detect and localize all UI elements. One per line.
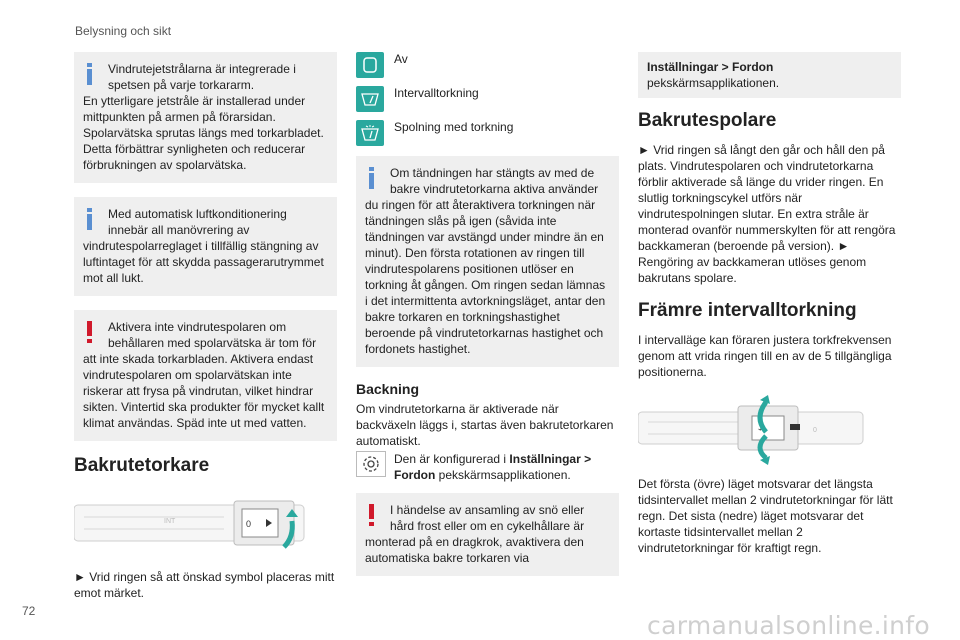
config-note <box>356 451 619 483</box>
page-number: 72 <box>22 604 36 618</box>
info-icon <box>367 167 383 189</box>
rear-wiper-instruction: ► Vrid ringen så att önskad symbol placeras mitt emot märket. <box>74 570 335 600</box>
warning-box-text: monterad på en dragkrok, avaktivera den automatiska bakre torkaren via <box>365 535 584 565</box>
info-box-text: du ringen för att återaktivera torkningen när tändningen slås på igen (såvida inte tändningen var avstängd under mindre än en minut). Den första rotationen av ringen till vindrutespolarens positionen utlöser en torkning åt gången. Om ringen sedan lämnas i det intermittenta avtorkningsläget, antar den bakre torkaren en torkningshastighet beroende på vindrutetorkarnas hastighet och fordonets hastighet. <box>365 198 606 356</box>
heading-reversing: Backning <box>356 381 420 397</box>
rear-wiper-intermittent-icon <box>356 86 384 112</box>
warning-box-snow <box>356 493 619 576</box>
svg-text:0: 0 <box>813 427 817 434</box>
warning-icon <box>85 321 101 343</box>
info-box-text: En ytterligare jetstråle är installerad under mittpunkten på armen på förarsidan. Spolarvätska sprutas längs med torkarbladet. Detta förbättrar synligheten och reducerar förbrukningen av spolarvätska. <box>83 94 324 172</box>
info-box-aircon <box>74 197 337 296</box>
rear-wiper-stalk-illustration <box>74 487 337 559</box>
warning-box-text: att inte skada torkarbladen. Aktivera endast vindrutespolaren om spolarvätskan inte riskerar att frysa på vindrutan, vilket hindrar sikten. Vintertid ska produkter för mycket kallt klimat användas. Späd inte ut med vatten. <box>83 352 325 430</box>
column-right <box>638 52 901 556</box>
reversing-text: Om vindrutetorkarna är aktiverade när backväxeln läggs i, startas även bakrutetorkaren automatiskt. <box>356 402 614 448</box>
info-box-text: vindrutespolarreglaget i tillfällig stängning av luftintaget för att skydda passagerarutrymmet mot all lukt. <box>83 239 324 285</box>
legend-row-off <box>356 52 619 78</box>
svg-text:0: 0 <box>246 519 252 529</box>
heading-rear-wiper: Bakrutetorkare <box>74 455 210 476</box>
watermark: carmanualsonline.info <box>647 611 930 640</box>
info-box-first-line: Med automatisk luftkonditionering innebär all manövrering av <box>108 207 287 237</box>
warning-box-first-line: Aktivera inte vindrutespolaren om behållaren med spolarvätska är tom för <box>108 320 317 350</box>
heading-rear-washer: Bakrutespolare <box>638 110 777 131</box>
info-icon <box>85 208 101 230</box>
legend-label: Av <box>394 52 408 66</box>
warning-box-first-line: I händelse av ansamling av snö eller hård frost eller om en cykelhållare är <box>390 503 585 533</box>
rear-wiper-off-icon <box>356 52 384 78</box>
info-box-ignition <box>356 156 619 367</box>
column-left <box>74 52 337 601</box>
info-icon <box>85 63 101 85</box>
svg-text:⌁: ⌁ <box>758 425 763 434</box>
config-text: Den är konfigurerad i Inställningar > Fordon pekskärmsapplikationen. <box>394 452 592 482</box>
info-box-first-line: Vindrutejetstrålarna är integrerade i spetsen på varje torkararm. <box>108 62 296 92</box>
settings-path: Inställningar > Fordon <box>647 60 774 74</box>
legend-row-intermittent <box>356 86 619 112</box>
heading-front-intermittent: Främre intervalltorkning <box>638 300 857 321</box>
front-intermittent-positions: Det första (övre) läget motsvarar det längsta tidsintervallet mellan 2 vindrutetorkningar för lätt regn. Det sista (nedre) läget motsvarar det kortaste tidsintervallet mellan 2 vindrutetorkningar för kraftigt regn. <box>638 477 893 555</box>
rear-washer-text: ► Vrid ringen så långt den går och håll den på plats. Vindrutespolaren och vindrutetorkarna förblir aktiverade så länge du vrider ringen. En slutlig torkningscykel utförs när vindrutespolningen slutar. En extra stråle är monterad ovanför nummerskylten för att rengöra backkameran (beroende på version). ► Rengöring av backkameran utlöses genom bakrutans spolare. <box>638 143 896 285</box>
gear-icon <box>356 451 386 477</box>
warning-icon <box>367 504 383 526</box>
legend-label: Intervalltorkning <box>394 86 479 100</box>
front-intermittent-text: I intervalläge kan föraren justera torkfrekvensen genom att vrida ringen till en av de 5 tillgängliga positionerna. <box>638 333 892 379</box>
legend-label: Spolning med torkning <box>394 120 514 134</box>
legend-row-wash <box>356 120 619 146</box>
continued-note <box>638 52 901 98</box>
rear-wash-wipe-icon <box>356 120 384 146</box>
settings-path-rest: pekskärmsapplikationen. <box>647 76 780 90</box>
section-header: Belysning och sikt <box>75 24 172 38</box>
info-box-jets <box>74 52 337 183</box>
column-middle <box>356 52 619 590</box>
info-box-first-line: Om tändningen har stängts av med de bakre vindrutetorkarna aktiva använder <box>390 166 599 196</box>
warning-box-washer <box>74 310 337 441</box>
front-wiper-stalk-illustration <box>638 394 901 466</box>
svg-text:INT: INT <box>164 518 176 525</box>
